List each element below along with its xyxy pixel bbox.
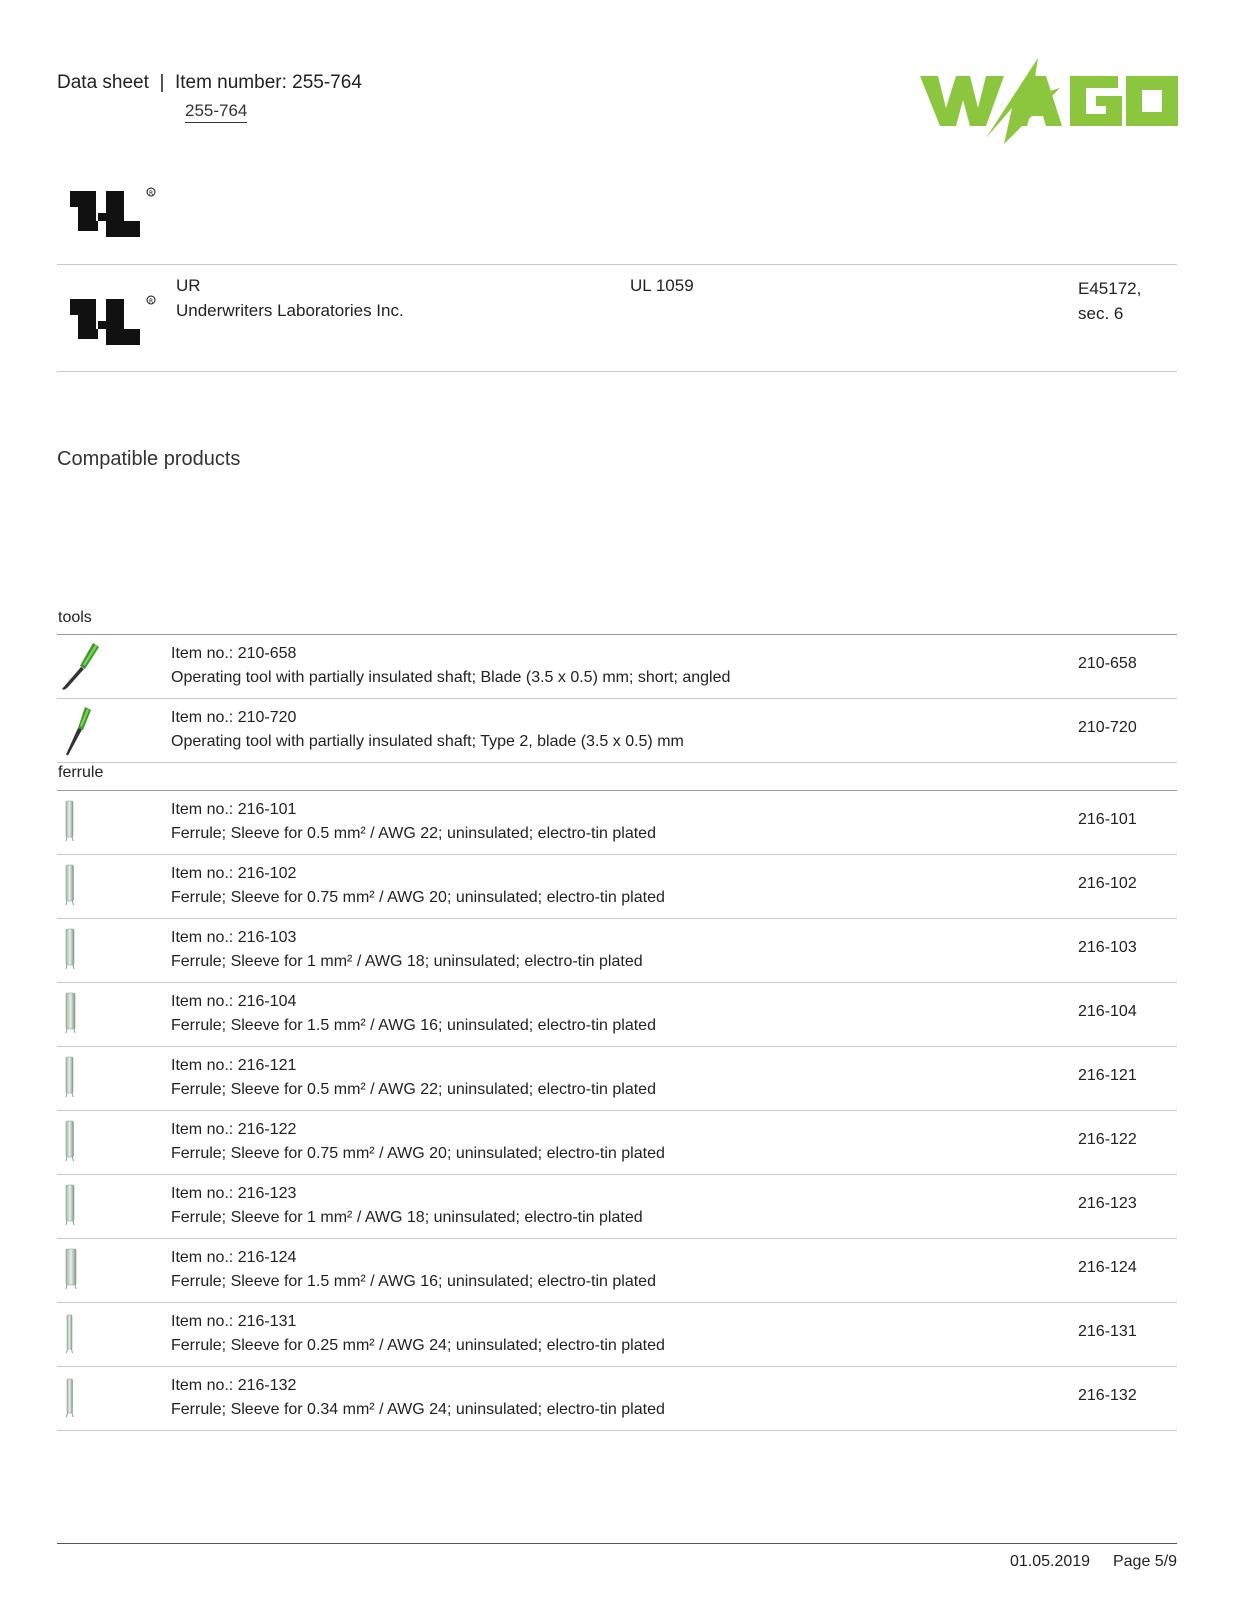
item-description: Ferrule; Sleeve for 1 mm² / AWG 18; uninsulated; electro-tin plated (171, 1209, 643, 1226)
svg-text:R: R (149, 190, 154, 197)
ferrule-icon (59, 1115, 103, 1171)
item-description: Ferrule; Sleeve for 0.5 mm² / AWG 22; uninsulated; electro-tin plated (171, 825, 656, 842)
divider (57, 1430, 1177, 1431)
screwdriver-icon (59, 703, 103, 759)
item-code[interactable]: 216-124 (1078, 1259, 1137, 1276)
list-item[interactable] (57, 699, 1177, 763)
item-code[interactable]: 216-102 (1078, 875, 1137, 892)
svg-text:R: R (149, 298, 154, 305)
item-number: Item no.: 216-123 (171, 1185, 297, 1202)
item-description: Ferrule; Sleeve for 0.25 mm² / AWG 24; uninsulated; electro-tin plated (171, 1337, 665, 1354)
list-item[interactable] (57, 791, 1177, 855)
category-label-ferrule: ferrule (58, 764, 104, 781)
item-code[interactable]: 216-123 (1078, 1195, 1137, 1212)
item-number: Item no.: 216-101 (171, 801, 297, 818)
divider (57, 371, 1177, 372)
cert-organization: Underwriters Laboratories Inc. (176, 301, 404, 320)
item-code[interactable]: 216-121 (1078, 1067, 1137, 1084)
item-number: Item no.: 216-121 (171, 1057, 297, 1074)
item-number: Item no.: 216-132 (171, 1377, 297, 1394)
item-code[interactable]: 210-658 (1078, 655, 1137, 672)
item-description: Ferrule; Sleeve for 0.75 mm² / AWG 20; uninsulated; electro-tin plated (171, 1145, 665, 1162)
ul-recognized-mark-icon (66, 185, 158, 241)
list-item[interactable] (57, 1303, 1177, 1367)
item-number: Item no.: 210-720 (171, 709, 297, 726)
cert-file-line2: sec. 6 (1078, 304, 1124, 323)
ferrule-icon (59, 923, 103, 979)
cert-name: UR (176, 276, 201, 295)
ferrule-icon (59, 859, 103, 915)
ferrule-icon (59, 1243, 103, 1299)
page-footer (1010, 1553, 1177, 1571)
item-description: Ferrule; Sleeve for 0.75 mm² / AWG 20; uninsulated; electro-tin plated (171, 889, 665, 906)
item-description: Ferrule; Sleeve for 1.5 mm² / AWG 16; uninsulated; electro-tin plated (171, 1273, 656, 1290)
ferrule-icon (59, 1371, 103, 1427)
cert-file-line1: E45172, (1078, 279, 1142, 298)
item-code[interactable]: 216-132 (1078, 1387, 1137, 1404)
item-code[interactable]: 216-101 (1078, 811, 1137, 828)
list-item[interactable] (57, 1047, 1177, 1111)
ferrule-icon (59, 795, 103, 851)
ul-recognized-mark-icon (66, 293, 158, 349)
ferrule-icon (59, 1307, 103, 1363)
item-code[interactable]: 216-122 (1078, 1131, 1137, 1148)
item-number: Item no.: 210-658 (171, 645, 297, 662)
item-description: Ferrule; Sleeve for 1.5 mm² / AWG 16; uninsulated; electro-tin plated (171, 1017, 656, 1034)
item-code[interactable]: 216-131 (1078, 1323, 1137, 1340)
wago-logo (920, 58, 1178, 144)
category-label-tools: tools (58, 609, 92, 626)
compatible-products-heading: Compatible products (57, 448, 241, 470)
item-code[interactable]: 210-720 (1078, 719, 1137, 736)
cert-file-number (1078, 276, 1178, 326)
item-number: Item no.: 216-122 (171, 1121, 297, 1138)
list-item[interactable] (57, 1175, 1177, 1239)
item-code[interactable]: 216-103 (1078, 939, 1137, 956)
item-number: Item no.: 216-103 (171, 929, 297, 946)
list-item[interactable] (57, 919, 1177, 983)
list-item[interactable] (57, 1367, 1177, 1431)
item-number: Item no.: 216-102 (171, 865, 297, 882)
divider (57, 264, 1177, 265)
angled-screwdriver-icon (59, 639, 103, 695)
item-number: Item no.: 216-124 (171, 1249, 297, 1266)
item-description: Operating tool with partially insulated shaft; Blade (3.5 x 0.5) mm; short; angled (171, 669, 731, 686)
item-number: Item no.: 216-104 (171, 993, 297, 1010)
list-item[interactable] (57, 635, 1177, 699)
footer-date: 01.05.2019 (1010, 1553, 1091, 1570)
item-number: Item no.: 216-131 (171, 1313, 297, 1330)
list-item[interactable] (57, 855, 1177, 919)
list-item[interactable] (57, 1239, 1177, 1303)
item-description: Ferrule; Sleeve for 0.34 mm² / AWG 24; uninsulated; electro-tin plated (171, 1401, 665, 1418)
list-item[interactable] (57, 1111, 1177, 1175)
ferrule-icon (59, 987, 103, 1043)
footer-divider (57, 1543, 1177, 1544)
item-description: Operating tool with partially insulated shaft; Type 2, blade (3.5 x 0.5) mm (171, 733, 684, 750)
item-description: Ferrule; Sleeve for 1 mm² / AWG 18; uninsulated; electro-tin plated (171, 953, 643, 970)
item-description: Ferrule; Sleeve for 0.5 mm² / AWG 22; uninsulated; electro-tin plated (171, 1081, 656, 1098)
divider (57, 762, 1177, 763)
page-title: Data sheet | Item number: 255-764 (57, 72, 362, 93)
item-code[interactable]: 216-104 (1078, 1003, 1137, 1020)
ferrule-icon (59, 1051, 103, 1107)
item-number-link[interactable]: 255-764 (185, 101, 247, 123)
list-item[interactable] (57, 983, 1177, 1047)
footer-page-number: Page 5/9 (1112, 1553, 1178, 1570)
cert-standard: UL 1059 (630, 276, 694, 295)
ferrule-icon (59, 1179, 103, 1235)
